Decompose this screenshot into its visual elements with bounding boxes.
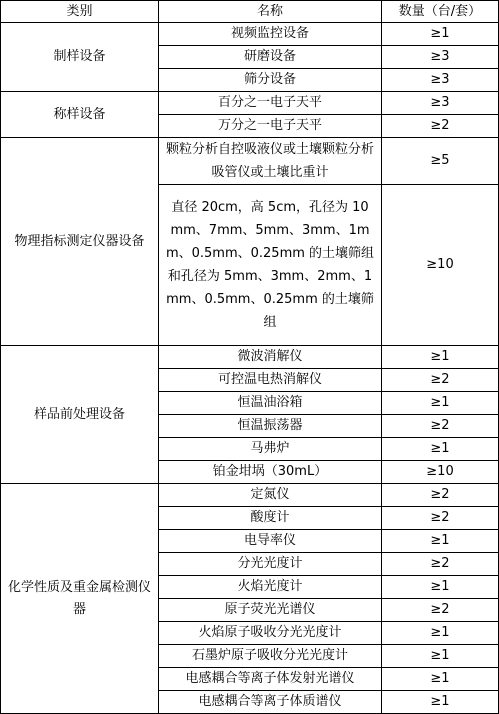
name-cell: 电感耦合等离子体质谱仪 [159, 691, 382, 714]
header-category: 类别 [1, 1, 159, 23]
table-row [1, 23, 499, 46]
table-row [1, 138, 499, 185]
name-cell: 铂金坩埚（30mL） [159, 461, 382, 484]
category-cell: 样品前处理设备 [1, 346, 159, 484]
name-cell: 颗粒分析自控吸液仪或土壤颗粒分析吸管仪或土壤比重计 [159, 138, 382, 185]
category-cell: 物理指标测定仪器设备 [1, 138, 159, 346]
qty-cell: ≥1 [382, 346, 499, 369]
qty-cell: ≥2 [382, 553, 499, 576]
name-cell: 马弗炉 [159, 438, 382, 461]
qty-cell: ≥3 [382, 92, 499, 115]
name-cell: 电导率仪 [159, 530, 382, 553]
name-cell: 直径 20cm，高 5cm，孔径为 10mm、7mm、5mm、3mm、1mm、0.5mm、0.25mm 的土壤筛组和孔径为 5mm、3mm、2mm、1mm、0.5mm、0.25mm 的土壤筛组 [159, 185, 382, 346]
name-cell: 分光光度计 [159, 553, 382, 576]
name-cell: 原子荧光光谱仪 [159, 599, 382, 622]
qty-cell: ≥10 [382, 185, 499, 346]
qty-cell: ≥1 [382, 392, 499, 415]
name-cell: 研磨设备 [159, 46, 382, 69]
qty-cell: ≥2 [382, 484, 499, 507]
table-row [1, 346, 499, 369]
qty-cell: ≥1 [382, 576, 499, 599]
qty-cell: ≥2 [382, 115, 499, 138]
table-row [1, 484, 499, 507]
header-quantity: 数量（台/套） [382, 1, 499, 23]
qty-cell: ≥1 [382, 530, 499, 553]
name-cell: 恒温油浴箱 [159, 392, 382, 415]
qty-cell: ≥2 [382, 507, 499, 530]
name-cell: 万分之一电子天平 [159, 115, 382, 138]
name-cell: 视频监控设备 [159, 23, 382, 46]
name-cell: 石墨炉原子吸收分光光度计 [159, 645, 382, 668]
qty-cell: ≥1 [382, 691, 499, 714]
name-cell: 酸度计 [159, 507, 382, 530]
name-cell: 火焰光度计 [159, 576, 382, 599]
name-cell: 电感耦合等离子体发射光谱仪 [159, 668, 382, 691]
qty-cell: ≥1 [382, 438, 499, 461]
name-cell: 火焰原子吸收分光光度计 [159, 622, 382, 645]
header-name: 名称 [159, 1, 382, 23]
qty-cell: ≥5 [382, 138, 499, 185]
category-cell: 称样设备 [1, 92, 159, 138]
name-cell: 恒温振荡器 [159, 415, 382, 438]
qty-cell: ≥1 [382, 645, 499, 668]
category-cell: 化学性质及重金属检测仪器 [1, 484, 159, 714]
name-cell: 筛分设备 [159, 69, 382, 92]
name-cell: 可控温电热消解仪 [159, 369, 382, 392]
header-row [1, 1, 499, 23]
qty-cell: ≥1 [382, 668, 499, 691]
qty-cell: ≥1 [382, 622, 499, 645]
qty-cell: ≥2 [382, 369, 499, 392]
name-cell: 定氮仪 [159, 484, 382, 507]
qty-cell: ≥1 [382, 23, 499, 46]
name-cell: 百分之一电子天平 [159, 92, 382, 115]
name-cell: 微波消解仪 [159, 346, 382, 369]
qty-cell: ≥10 [382, 461, 499, 484]
qty-cell: ≥3 [382, 69, 499, 92]
qty-cell: ≥2 [382, 599, 499, 622]
qty-cell: ≥2 [382, 415, 499, 438]
table-row [1, 92, 499, 115]
category-cell: 制样设备 [1, 23, 159, 92]
qty-cell: ≥3 [382, 46, 499, 69]
